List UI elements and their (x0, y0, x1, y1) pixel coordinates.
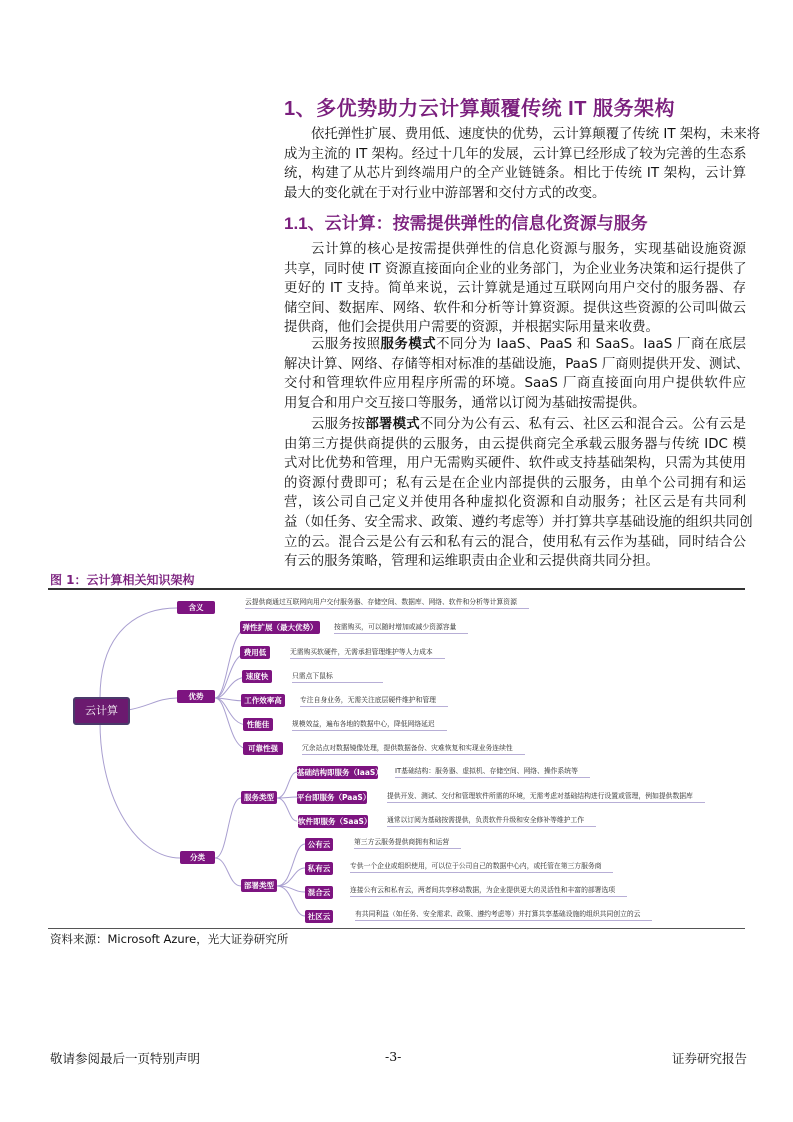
line-text: 交付和管理软件应用程序所需的环境。SaaS 厂商直接面向用户提供软件应 (284, 376, 746, 392)
paragraph-line (284, 493, 746, 513)
leaf-text: 冗余站点对数据镜像处理，提供数据备份、灾难恢复和实现业务连续性 (302, 743, 525, 755)
line-text: 营，该公司自己定义并使用各种虚拟化资源和自动服务；社区云是有共同利 (284, 495, 746, 511)
line-text: 统，构建了从芯片到终端用户的全产业链链条。相比于传统 IT 架构，云计算 (284, 166, 746, 182)
bold-term: 服务模式 (380, 337, 437, 352)
paragraph-line (284, 513, 753, 533)
leaf-text: 提供开发、测试、交付和管理软件所需的环境，无需考虑对基础结构进行设置或管理，例如提供数据库 (387, 791, 705, 803)
line-text: 储空间、数据库、网络、软件和分析等计算资源。提供这些资源的公司叫做云 (284, 300, 746, 316)
line-text: 共享，同时使 IT 资源直接面向企业的业务部门，为企业业务决策和运行提供了 (284, 261, 747, 277)
paragraph-line (284, 145, 746, 165)
body-paragraph (284, 125, 761, 203)
paragraph-line (284, 552, 746, 572)
node-meaning: 含义 (177, 601, 215, 614)
subsection-heading: 1.1、云计算：按需提供弹性的信息化资源与服务 (284, 214, 648, 233)
paragraph-line (284, 435, 746, 455)
paragraph-line (284, 260, 746, 280)
line-text: 云服务按 (311, 417, 366, 432)
node-private-cloud: 私有云 (305, 862, 333, 875)
paragraph-line (284, 125, 761, 145)
line-text: 有云的服务策略，管理和运维职责由企业和云提供商共同分担。 (284, 554, 659, 570)
node-hybrid-cloud: 混合云 (305, 886, 333, 899)
line-text: 解决计算、网络、存储等相对标准的基础设施，PaaS 厂商则提供开发、测试、 (284, 356, 750, 372)
node-low-cost: 费用低 (240, 646, 270, 659)
node-efficiency: 工作效率高 (241, 694, 285, 707)
paragraph-line (284, 394, 746, 414)
node-advantages: 优势 (177, 690, 215, 703)
paragraph-line (284, 374, 746, 394)
paragraph-line (284, 454, 746, 474)
node-performance: 性能佳 (243, 718, 273, 731)
body-paragraph (284, 335, 750, 413)
figure-caption: 图 1：云计算相关知识架构 (50, 573, 195, 587)
line-text: 立的云。混合云是公有云和私有云的混合，使用私有云作为基础，同时结合公 (284, 534, 746, 550)
leaf-text: IT基础结构：服务器、虚拟机、存储空间、网络、操作系统等 (395, 766, 590, 778)
node-iaas: 基础结构即服务（IaaS） (297, 768, 383, 777)
line-text: 用复合和用户交互接口等服务，通常以订阅为基础按需提供。 (284, 395, 646, 411)
leaf-text: 规模效益，遍布各地的数据中心，降低网络延迟 (292, 719, 447, 731)
line-text: 由第三方提供商提供的云服务，由云提供商完全承载云服务器与传统 IDC 模 (284, 436, 746, 452)
node-public-cloud: 公有云 (305, 838, 333, 851)
mind-map-connectors (48, 591, 745, 929)
figure-bottom-rule (48, 928, 745, 929)
line-text: 提供商，他们会提供用户需要的资源，并根据实际用量来收费。 (284, 320, 659, 336)
paragraph-line (284, 335, 746, 355)
leaf-text: 第三方云服务提供商拥有和运营 (354, 837, 461, 849)
node-classification: 分类 (180, 851, 215, 864)
leaf-text: 专注自身业务，无需关注底层硬件维护和管理 (300, 695, 448, 707)
leaf-text: 专供一个企业或组织使用，可以位于公司自己的数据中心内，或托管在第三方服务商 (350, 861, 613, 873)
section-heading: 1、多优势助力云计算颠覆传统 IT 服务架构 (284, 98, 676, 120)
line-text: 的资源付费即可；私有云是在企业内部提供的云服务，由单个公司拥有和运 (284, 475, 746, 491)
paragraph-line (284, 184, 746, 204)
line-text: 依托弹性扩展、费用低、速度快的优势，云计算颠覆了传统 IT 架构，未来将 (311, 127, 761, 142)
line-text: 不同分为公有云、私有云、社区云和混合云。公有云是 (419, 417, 747, 432)
leaf-text: 无需购买软硬件，无需承担管理维护等人力成本 (290, 647, 445, 659)
figure-top-rule (48, 588, 745, 590)
paragraph-line (284, 474, 746, 494)
body-paragraph (284, 415, 753, 572)
paragraph-line (284, 240, 746, 260)
line-text: 云计算的核心是按需提供弹性的信息化资源与服务，实现基础设施资源 (311, 242, 746, 257)
leaf-text: 通常以订阅为基础按需提供，负责软件升级和安全修补等维护工作 (387, 815, 596, 827)
line-text: 更好的 IT 支持。简单来说，云计算就是通过互联网向用户交付的服务器、存 (284, 281, 746, 297)
node-saas: 软件即服务（SaaS） (298, 817, 372, 826)
paragraph-line (284, 299, 746, 319)
node-community-cloud: 社区云 (305, 910, 333, 923)
mind-map (48, 591, 745, 929)
node-paas: 平台即服务（PaaS） (297, 793, 371, 802)
paragraph-line (284, 533, 746, 553)
root-node-cloud-computing: 云计算 (73, 697, 130, 725)
footer-disclaimer: 敬请参阅最后一页特别声明 (50, 1051, 201, 1066)
leaf-text: 按需购买，可以随时增加或减少资源容量 (334, 622, 468, 634)
paragraph-line (284, 164, 746, 184)
paragraph-line (284, 355, 750, 375)
figure-source: 资料来源：Microsoft Azure，光大证券研究所 (50, 932, 289, 946)
leaf-text: 只需点下鼠标 (292, 671, 383, 683)
line-text: 最大的变化就在于对行业中游部署和交付方式的改变。 (284, 185, 606, 201)
line-text: 云服务按照 (311, 337, 381, 352)
line-text: 不同分为 IaaS、PaaS 和 SaaS。IaaS 厂商在底层 (436, 337, 747, 352)
node-reliability: 可靠性强 (243, 742, 283, 755)
bold-term: 部署模式 (365, 417, 420, 432)
leaf-text: 连接公有云和私有云，两者间共享移动数据，为企业提供更大的灵活性和丰富的部署选项 (350, 885, 627, 897)
footer-report-type: 证券研究报告 (672, 1051, 748, 1066)
node-deployment-type: 部署类型 (241, 879, 277, 892)
paragraph-line (284, 415, 746, 435)
paragraph-line (284, 279, 746, 299)
line-text: 益（如任务、安全需求、政策、遵约考虑等）并打算共享基础设施的组织共同创 (284, 514, 753, 530)
node-elastic-scaling: 弹性扩展（最大优势） (240, 621, 320, 634)
node-service-type: 服务类型 (241, 791, 277, 804)
node-fast: 速度快 (242, 670, 272, 683)
page-number: -3- (385, 1049, 402, 1064)
leaf-meaning-text: 云提供商通过互联网向用户交付服务器、存储空间、数据库、网络、软件和分析等计算资源 (245, 597, 529, 609)
line-text: 成为主流的 IT 架构。经过十几年的发展，云计算已经形成了较为完善的生态系 (284, 146, 747, 162)
leaf-text: 有共同利益（如任务、安全需求、政策、遵约考虑等）并打算共享基础设施的组织共同创立的云 (355, 909, 652, 921)
line-text: 式对比优势和管理，用户无需购买硬件、软件或支持基础架构，只需为其使用 (284, 456, 746, 472)
body-paragraph (284, 240, 746, 338)
